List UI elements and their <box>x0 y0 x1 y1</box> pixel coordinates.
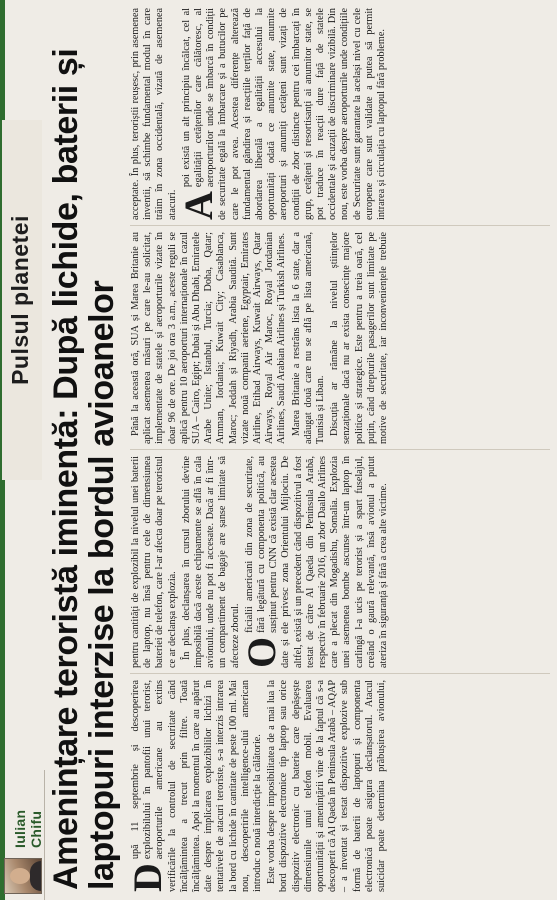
paragraph-text: Este vorba despre imposibilitatea de a mai lua la bord dispozitive electronice tip laptop sau orice dispozitiv electronic cu baterie care depășește dimensiunile unui telefon mobil. Evaluarea oportunității și amenințării vine de la faptul că s-a descoperit că Al Qaeda în Peninsula Arabă – AQAP – a inventat și testat dispozitive explozive sub formă de baterii de laptopuri și componenta electronică poate asigura declanșatorul. Atacul suicidar poate determina prăbușirea avionului, pentru cantități de explozibil la nivelul unei baterii de laptop, nu însă pentru cele de dimensiunea bateriei de telefon, care l-ar afecta doar pe teroristul ce ar declanșa explozia. <box>130 456 388 892</box>
author-name: Iulian Chifu <box>12 809 44 848</box>
author-byline <box>0 770 45 900</box>
paragraph-text: ficialii americani din zona de securitate, fără legătură cu componenta politică, au susținut pentru CNN că există clar acestea date și ele privesc zona Orientului Mijlociu. De altfel, există și un precedent când dispozitivul a fost testat de către Al Qaeda din Peninsula Arabă, respectiv în februarie 2016, un zbor Daallo Airlines care a plecat din Mogadishu, Somalia. Explozia unei asemenea bombe ascunse într-un laptop în carlingă l-a ucis pe terorist și a spart fuselajul, creând o gaură relevantă, însă avionul a putut ateriza în siguranță și fără a crea alte victime. <box>243 456 390 668</box>
article-paragraph <box>175 8 388 220</box>
article-paragraph <box>125 680 264 892</box>
paragraph-text: Marea Britanie a restrâns lista la 6 state, dar a adăugat două care nu se află pe lista americană, Tunisia și Liban. <box>290 232 327 444</box>
drop-cap: O <box>238 636 284 668</box>
article-paragraph <box>291 232 328 444</box>
paragraph-text: Discuția ar rămâne la nivelul științelor senzaționale dacă nu ar exista consecințe majore politice și strategice. Este pentru a treia oară, cel puțin, când drepturile pasagerilor sunt limitate pe motive de securitate, iar inconveniențele trebuie acceptate. În plus, teroriștii reușesc, prin asemenea inventii, să schimbe fundamental modul în care trăim în zona occidentală, vizată de asemenea atacuri. <box>130 8 390 444</box>
paragraph-text: upă 11 septembrie și descoperirea explozibilului în pantofii unui terorist, aeroporturile americane au extins verificările la controlul de securitate când încălțămintea a trecut prin filtre. Toată încălțămintea. Apoi la momentul în care au apărut date despre implicarea explozibililor lichizi în tentativele de atacuri teroriste, s-a interzis intrarea la bord cu lichide în cantitate de peste 100 ml. Mai nou, descoperirile intelligence-ului american introduc o nouă interdicție la călătorie. <box>130 680 264 892</box>
article-body <box>125 8 550 892</box>
drop-cap: D <box>125 863 170 892</box>
paragraph-text: În plus, declanșarea în cursul zborului devine imposibilă dacă aceste echipamente se află în cala avionului, unde nu pot fi accesate. Dacă ar fi într-un compartiment de bagaje are șanse limitate să afecteze zborul. <box>180 456 241 668</box>
author-photo <box>4 858 42 894</box>
rubric-label: Pulsul planetei <box>7 215 33 385</box>
drop-cap: A <box>175 191 221 220</box>
article-paragraph <box>238 456 390 668</box>
paragraph-text: Până la această oră, SUA și Marea Britanie au aplicat asemenea măsuri pe care le-au solicitat, implementate de statele și aeroporturile vizate în doar 96 de ore. De joi ora 3 a.m., aceste reguli se aplică pentru 10 aeroporturi internaționale în cazul SUA – Cairo, Egipt; Dubai și Abu Dhabi, Emiratele Arabe Unite; Istanbul, Turcia; Doha, Qatar; Amman, Iordania; Kuwait City; Casablanca, Maroc; Jeddah și Riyadh, Arabia Saudită. Sunt vizate nouă companii aeriene, Egyptair, Emirates Airline, Etihad Airways, Kuwait Airways, Qatar Airways, Royal Air Maroc, Royal Jordanian Airlines, Saudi Arabian Airlines și Turkish Airlines. <box>130 232 288 444</box>
article-paragraph <box>130 232 289 444</box>
paragraph-text: poi există un alt principiu încălcat, cel al egalității cetățenilor care călătoresc, al aeroporturilor unde se îmbarcă în condiții de securitate egală la îmbarcare și a butucilor pe care le pot avea. Acestea diferențe alterează fundamental gândirea și reacțiile terților față de abordarea liberală a egalității accesului la oportunități odată ce anumite state, anumite aeroporturi și anumiți cetățeni sunt vizați de condiții de zbor distincte pentru cei îmbarcați în grup, cetățeni și resortisanți ai anumitor state, se pot traduce în reacții dure față de statele occidentale și acuzații de discriminare vizibilă. Din nou, este vorba despre aeroporturile unde condițiile de Securitate sunt garantate la același nivel cu cele europene care sunt validate a putea să permit intrarea și circulația cu laptopul fără probleme. <box>180 8 388 220</box>
article-paragraph <box>181 456 242 668</box>
rubric-title <box>2 120 42 480</box>
article-headline: Amenințare teroristă iminentă: După lichide, baterii și laptopuri interzise la bordul avioanelor <box>47 48 121 890</box>
